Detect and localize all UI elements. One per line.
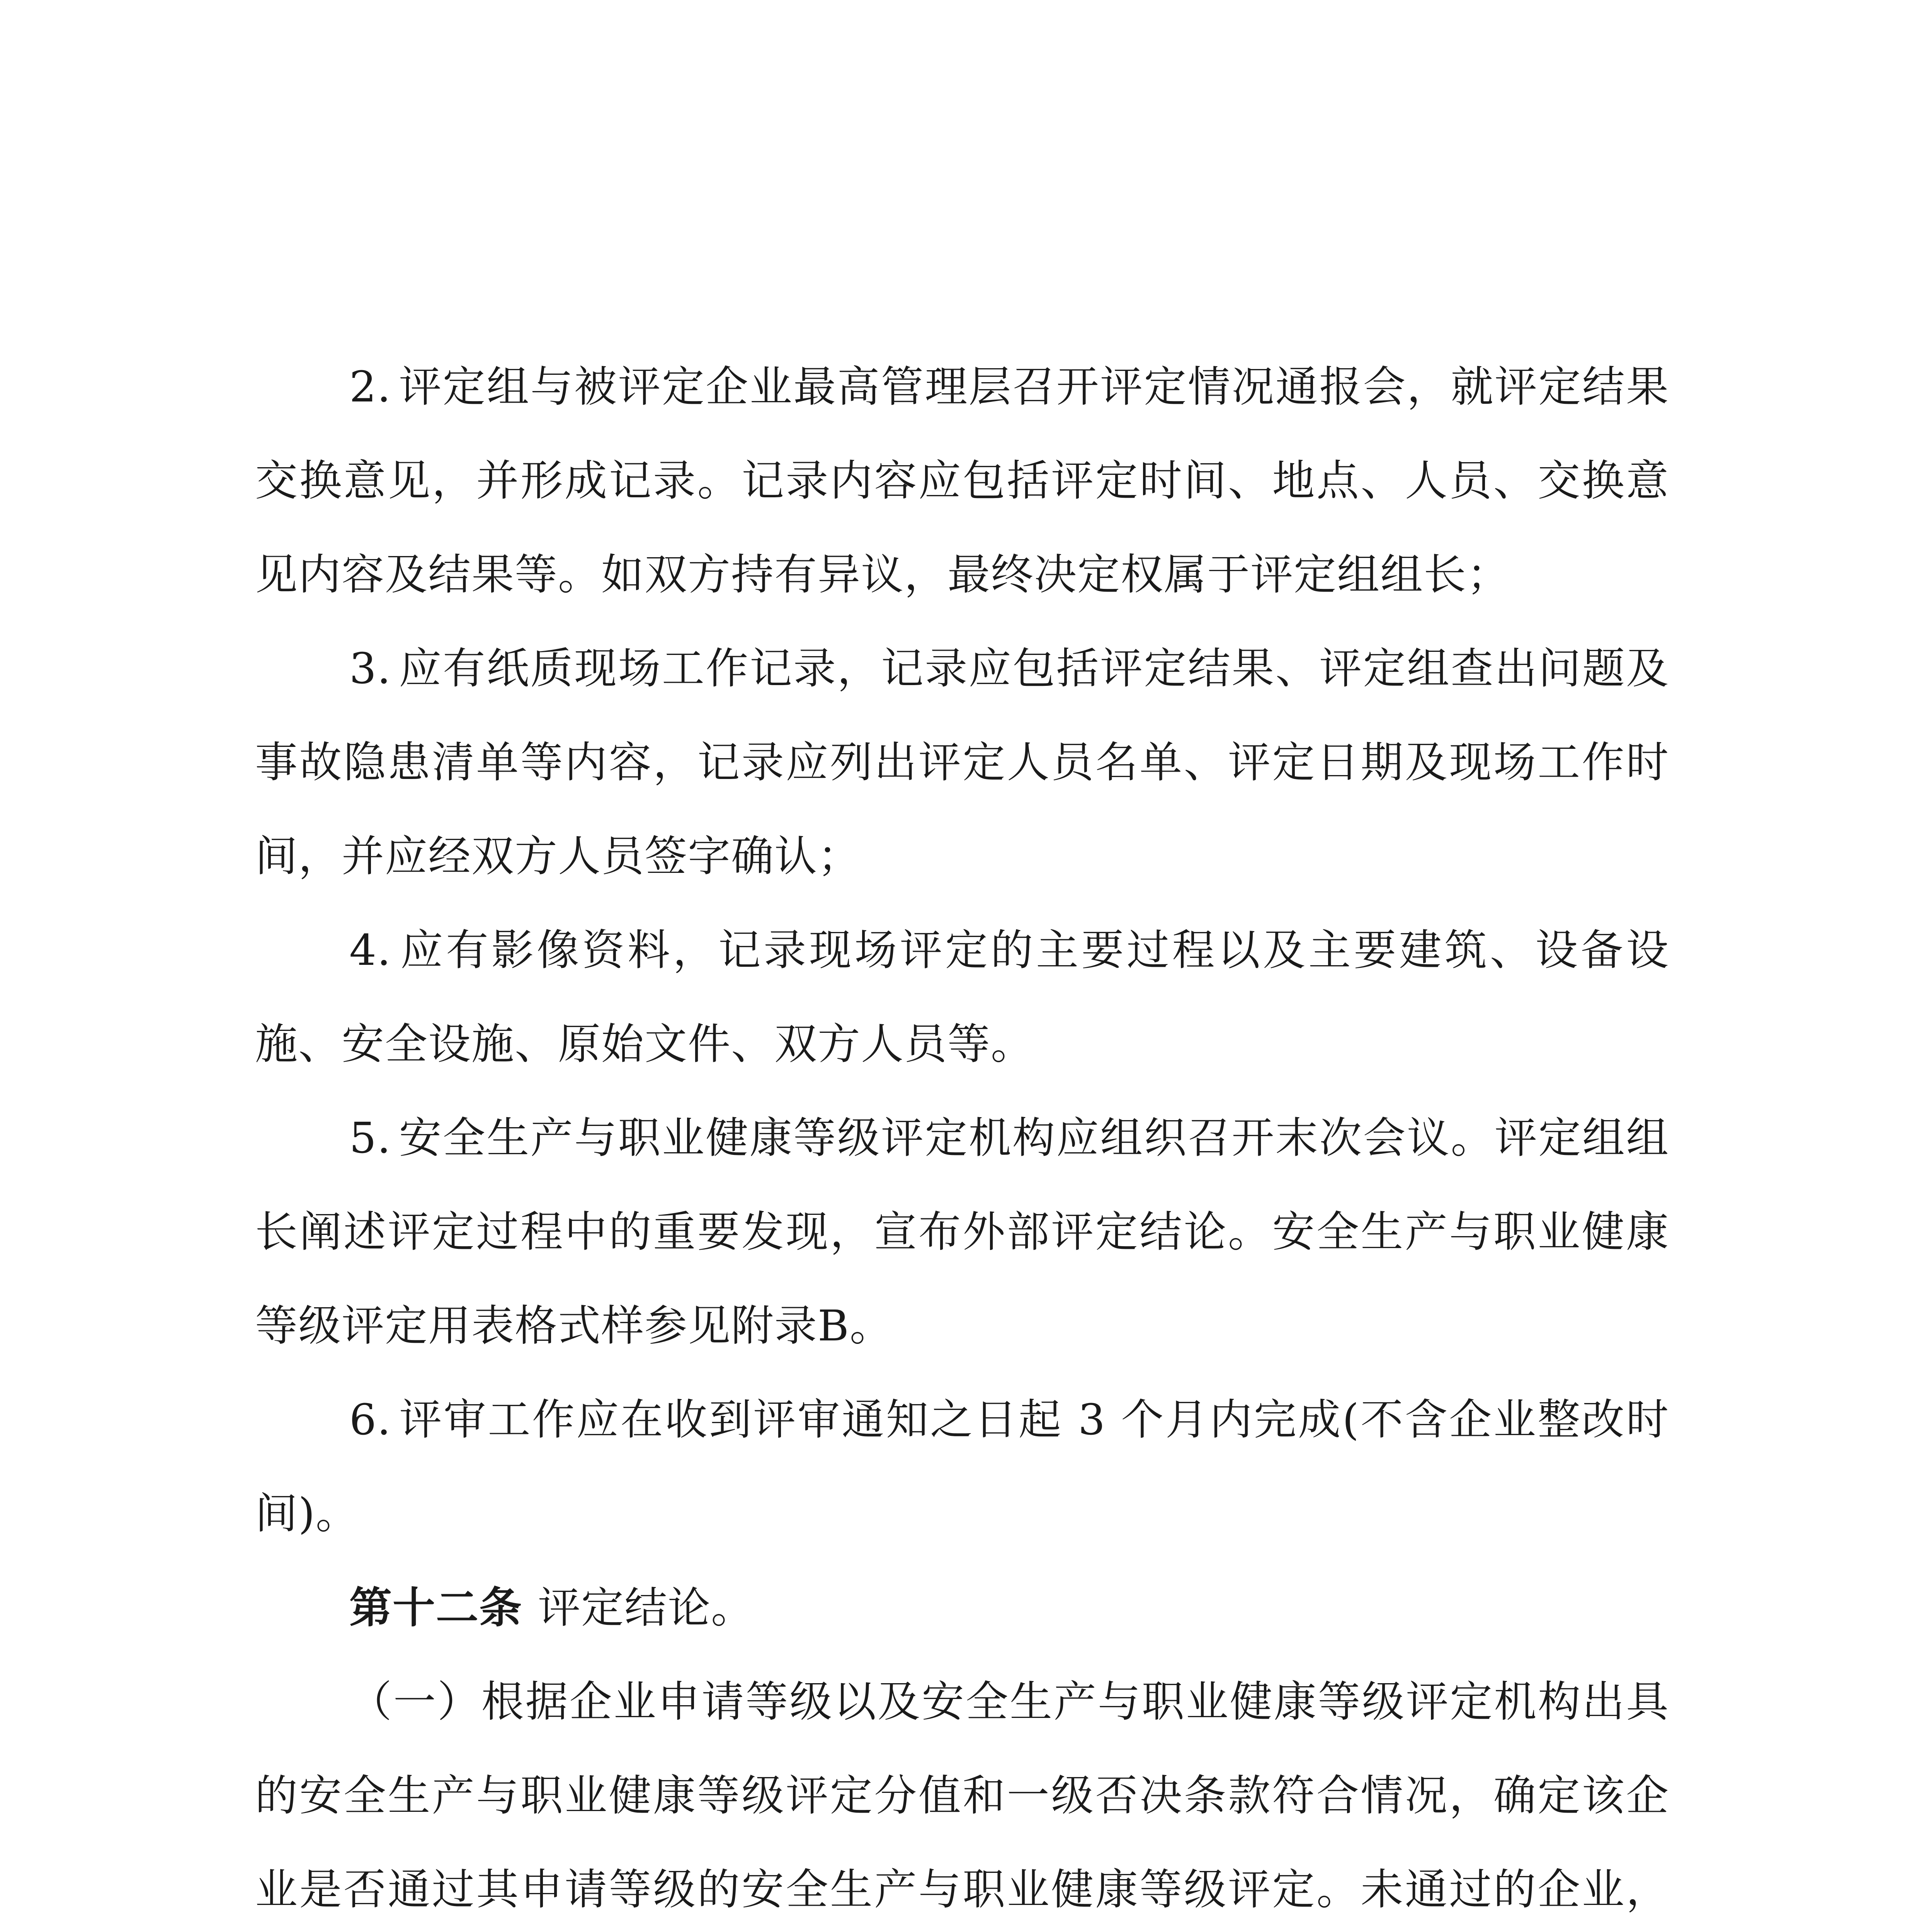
article-title: 评定结论。 <box>538 1583 754 1633</box>
list-item-6 <box>255 1373 1669 1561</box>
list-item-text: 安全生产与职业健康等级评定机构应组织召开末次会议。评定组组长阐述评定过程中的重要发现，宣布外部评定结论。安全生产与职业健康等级评定用表格式样参见附录B。 <box>255 1113 1669 1350</box>
list-item-number: 3. <box>349 644 391 693</box>
list-item-text: 评定组与被评定企业最高管理层召开评定情况通报会，就评定结果交换意见，并形成记录。记录内容应包括评定时间、地点、人员、交换意见内容及结果等。如双方持有异议，最终决定权属于评定组组长； <box>255 362 1669 599</box>
list-item-number: 2. <box>349 362 391 412</box>
list-item-number: 6. <box>349 1395 391 1444</box>
list-item-number: 5. <box>349 1113 391 1163</box>
list-item-4 <box>255 903 1669 1091</box>
list-item-3 <box>255 622 1669 903</box>
list-item-text: 应有影像资料，记录现场评定的主要过程以及主要建筑、设备设施、安全设施、原始文件、双方人员等。 <box>255 925 1669 1069</box>
article-heading: 第十二条 <box>349 1583 522 1633</box>
list-item-2 <box>255 340 1669 622</box>
clause-text: （一）根据企业申请等级以及安全生产与职业健康等级评定机构出具的安全生产与职业健康等级评定分值和一级否决条款符合情况，确定该企业是否通过其申请等级的安全生产与职业健康等级评定。未通过的企业， <box>255 1677 1669 1914</box>
list-item-5 <box>255 1091 1669 1373</box>
article-12 <box>255 1561 1669 1655</box>
list-item-text: 应有纸质现场工作记录，记录应包括评定结果、评定组查出问题及事故隐患清单等内容，记录应列出评定人员名单、评定日期及现场工作时间，并应经双方人员签字确认； <box>255 644 1669 881</box>
list-item-number: 4. <box>349 925 391 975</box>
list-item-text: 评审工作应在收到评审通知之日起 3 个月内完成(不含企业整改时间)。 <box>255 1395 1669 1538</box>
clause-1 <box>255 1655 1669 1932</box>
document-body <box>255 340 1669 1932</box>
